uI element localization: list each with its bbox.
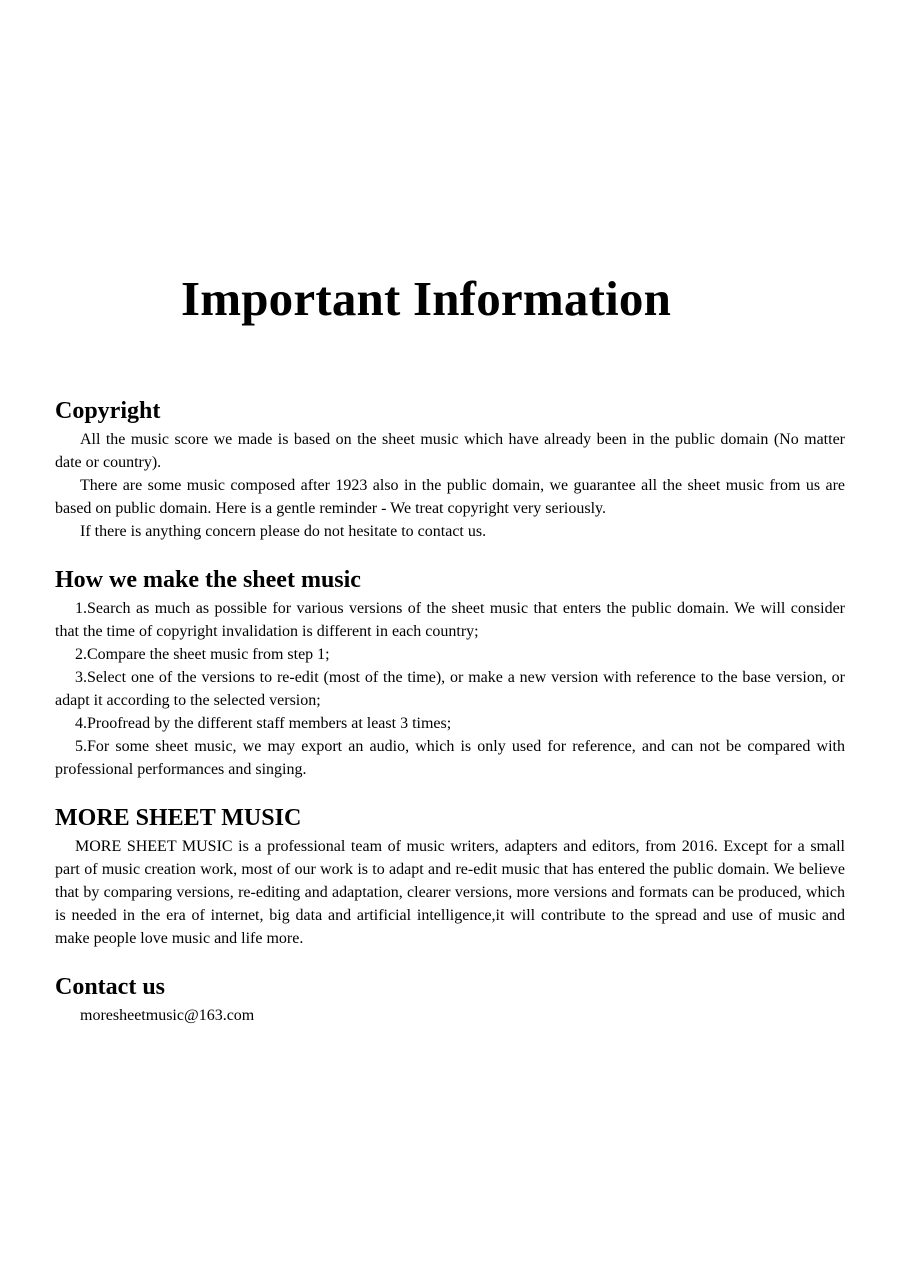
document-body: [55, 396, 845, 1049]
contact-email: moresheetmusic@163.com: [80, 1007, 255, 1024]
section-heading-more-sheet-music: MORE SHEET MUSIC: [55, 805, 302, 831]
section-contact-us: [55, 972, 845, 1027]
copyright-paragraph: There are some music composed after 1923 also in the public domain, we guarantee all the sheet music from us are based on public domain. Here is a gentle reminder - We treat copyright very seriously.: [55, 477, 845, 517]
process-step: 4.Proofread by the different staff members at least 3 times;: [75, 715, 452, 732]
page-title: Important Information: [180, 271, 672, 326]
process-step: 3.Select one of the versions to re-edit (most of the time), or make a new version with reference to the base version, or adapt it according to the selected version;: [55, 669, 845, 709]
process-step: 2.Compare the sheet music from step 1;: [75, 646, 330, 663]
section-heading-how-we-make: How we make the sheet music: [55, 567, 361, 593]
section-copyright: [55, 396, 845, 543]
section-more-sheet-music: [55, 803, 845, 950]
copyright-paragraph: All the music score we made is based on the sheet music which have already been in the public domain (No matter date or country).: [55, 431, 845, 471]
about-paragraph: MORE SHEET MUSIC is a professional team of music writers, adapters and editors, from 2016. Except for a small part of music creation work, most of our work is to adapt and re-edit music that has entered the public domain. We believe that by comparing versions, re-editing and adaptation, clearer versions, more versions and formats can be produced, which is needed in the era of internet, big data and artificial intelligence,it will contribute to the spread and use of music and make people love music and life more.: [55, 838, 845, 947]
copyright-paragraph: If there is anything concern please do not hesitate to contact us.: [80, 523, 487, 540]
process-step: 1.Search as much as possible for various versions of the sheet music that enters the public domain. We will consider that the time of copyright invalidation is different in each country;: [55, 600, 845, 640]
section-heading-contact-us: Contact us: [55, 974, 166, 1000]
process-step: 5.For some sheet music, we may export an audio, which is only used for reference, and can not be compared with professional performances and singing.: [55, 738, 845, 778]
section-how-we-make: [55, 565, 845, 781]
section-heading-copyright: Copyright: [55, 398, 161, 424]
